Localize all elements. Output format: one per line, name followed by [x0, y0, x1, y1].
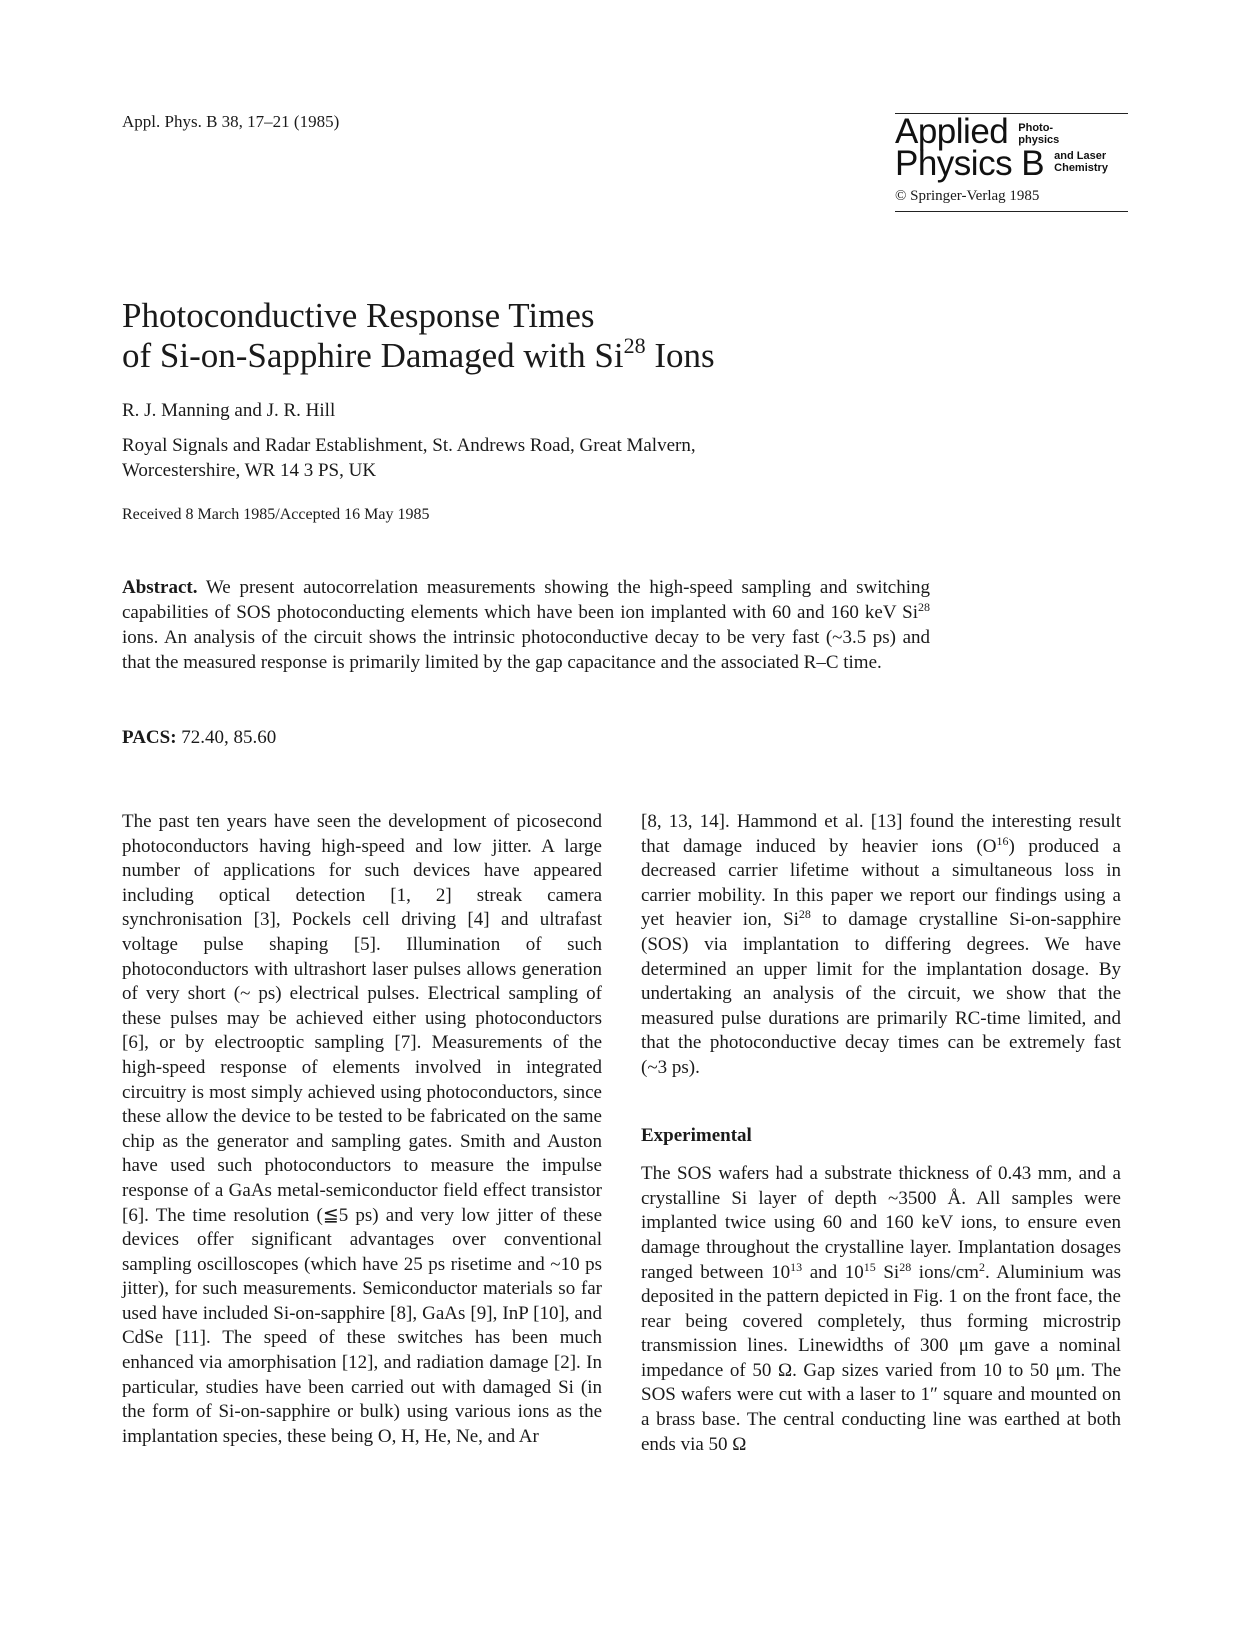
- journal-logo: [895, 113, 1128, 212]
- abstract-text-1: We present autocorrelation measurements showing the high-speed sampling and switching capabilities of SOS photoconducting elements which have been ion implanted with 60 and 160 keV Si: [122, 577, 930, 623]
- p1-sup-b: 28: [798, 907, 811, 922]
- logo-side-text-2: [1054, 150, 1108, 174]
- body-column-right: [641, 810, 1121, 1457]
- abstract: [122, 575, 930, 675]
- p2-text-c: Si: [875, 1261, 900, 1283]
- journal-citation: Appl. Phys. B 38, 17–21 (1985): [122, 112, 340, 131]
- logo-side-chemistry: Chemistry: [1054, 162, 1108, 174]
- p2-sup-d: 2: [978, 1259, 985, 1274]
- affiliation-line-2: Worcestershire, WR 14 3 PS, UK: [122, 460, 377, 481]
- logo-applied: Applied: [895, 112, 1009, 151]
- p2-sup-a: 13: [790, 1259, 803, 1274]
- p1-sup-a: 16: [996, 833, 1009, 848]
- title-line-2-end: Ions: [645, 336, 715, 375]
- title-superscript: 28: [623, 333, 646, 358]
- section-heading-experimental: Experimental: [641, 1124, 752, 1146]
- title-line-1: Photoconductive Response Times: [122, 296, 595, 335]
- intro-paragraph: The past ten years have seen the development of picosecond photoconductors having high-speed and low jitter. A large number of applications for such devices have appeared including optical detection [1, 2] streak camera synchronisation [3], Pockels cell driving [4] and ultrafast voltage pulse shaping [5]. Illumination of such photoconductors with ultrashort laser pulses allows generation of very short (~ ps) electrical pulses. Electrical sampling of these pulses may be achieved either using photoconductors [6], or by electrooptic sampling [7]. Measurements of the high-speed response of elements involved in integrated circuitry is most simply achieved using photoconductors, since these allow the device to be tested to be fabricated on the same chip as the generator and sampling gates. Smith and Auston have used such photoconductors to measure the impulse response of a GaAs metal-semiconductor field effect transistor [6]. The time resolution (≦5 ps) and very low jitter of these devices offer significant advantages over conventional sampling oscilloscopes (which have 25 ps risetime and ~10 ps jitter), for such measurements. Semiconductor materials so far used have included Si-on-sapphire [8], GaAs [9], InP [10], and CdSe [11]. The speed of these switches has been much enhanced via amorphisation [12], and radiation damage [2]. In particular, studies have been carried out with damaged Si (in the form of Si-on-sapphire or bulk) using various ions as the implantation species, these being O, H, He, Ne, and Ar: [122, 811, 602, 1447]
- p1-text-b: ) produced a decreased carrier lifetime without a simultaneous loss in carrier mobility. In this paper we report our findings using a yet heavier ion, Si: [641, 835, 1121, 931]
- p2-text-b: and 10: [802, 1261, 864, 1283]
- p2-sup-c: 28: [899, 1259, 912, 1274]
- authors: R. J. Manning and J. R. Hill: [122, 400, 336, 421]
- logo-bottom-rule: [895, 211, 1128, 212]
- pacs-label: PACS:: [122, 727, 177, 748]
- pacs: [122, 727, 276, 749]
- logo-side-laser: and Laser: [1054, 150, 1107, 162]
- p2-text-a: The SOS wafers had a substrate thickness of 0.43 mm, and a crystalline Si layer of depth ~3500 Å. All samples were implanted twice using 60 and 160 keV ions, to ensure even damage throughout the crystalline layer. Implantation dosages ranged between 10: [641, 1163, 1121, 1283]
- experimental-paragraph: [641, 1162, 1121, 1457]
- article-title: [122, 296, 715, 376]
- logo-side-photo: Photo-: [1018, 122, 1054, 134]
- p2-text-d: ions/cm: [911, 1261, 979, 1283]
- pacs-value: 72.40, 85.60: [176, 727, 277, 748]
- p2-text-e: . Aluminium was deposited in the pattern depicted in Fig. 1 on the front face, the rear being covered completely, thus forming microstrip transmission lines. Linewidths of 300 μm gave a nominal impedance of 50 Ω. Gap sizes varied from 10 to 50 μm. The SOS wafers were cut with a laser to 1″ square and mounted on a brass base. The central conducting line was earthed at both ends via 50 Ω: [641, 1261, 1121, 1455]
- title-line-2: of Si-on-Sapphire Damaged with Si: [122, 336, 624, 375]
- logo-row-2: [895, 144, 1128, 183]
- logo-side-text-1: [1018, 122, 1059, 146]
- abstract-superscript: 28: [918, 600, 930, 614]
- p1-text-c: to damage crystalline Si-on-sapphire (SOS) via implantation to differing degrees. We have determined an upper limit for the implantation dosage. By undertaking an analysis of the circuit, we show that the measured pulse durations are primarily RC-time limited, and that the photoconductive decay times can be extremely fast (~3 ps).: [641, 909, 1122, 1078]
- logo-side-physics: physics: [1018, 134, 1060, 146]
- p2-sup-b: 15: [863, 1259, 876, 1274]
- body-column-left: [122, 810, 602, 1449]
- affiliation-line-1: Royal Signals and Radar Establishment, St. Andrews Road, Great Malvern,: [122, 435, 696, 456]
- p1-text-a: [8, 13, 14]. Hammond et al. [13] found the interesting result that damage induced by heavier ions (O: [641, 811, 1121, 857]
- copyright: © Springer-Verlag 1985: [895, 188, 1040, 204]
- logo-physics-b: Physics B: [895, 144, 1045, 183]
- abstract-label: Abstract.: [122, 577, 198, 598]
- abstract-text-2: ions. An analysis of the circuit shows the intrinsic photoconductive decay to be very fast (~3.5 ps) and that the measured response is primarily limited by the gap capacitance and the associated R–C time.: [122, 627, 930, 673]
- affiliation: [122, 433, 696, 483]
- intro-paragraph-continued: [641, 810, 1121, 1081]
- received-date: Received 8 March 1985/Accepted 16 May 1985: [122, 506, 430, 523]
